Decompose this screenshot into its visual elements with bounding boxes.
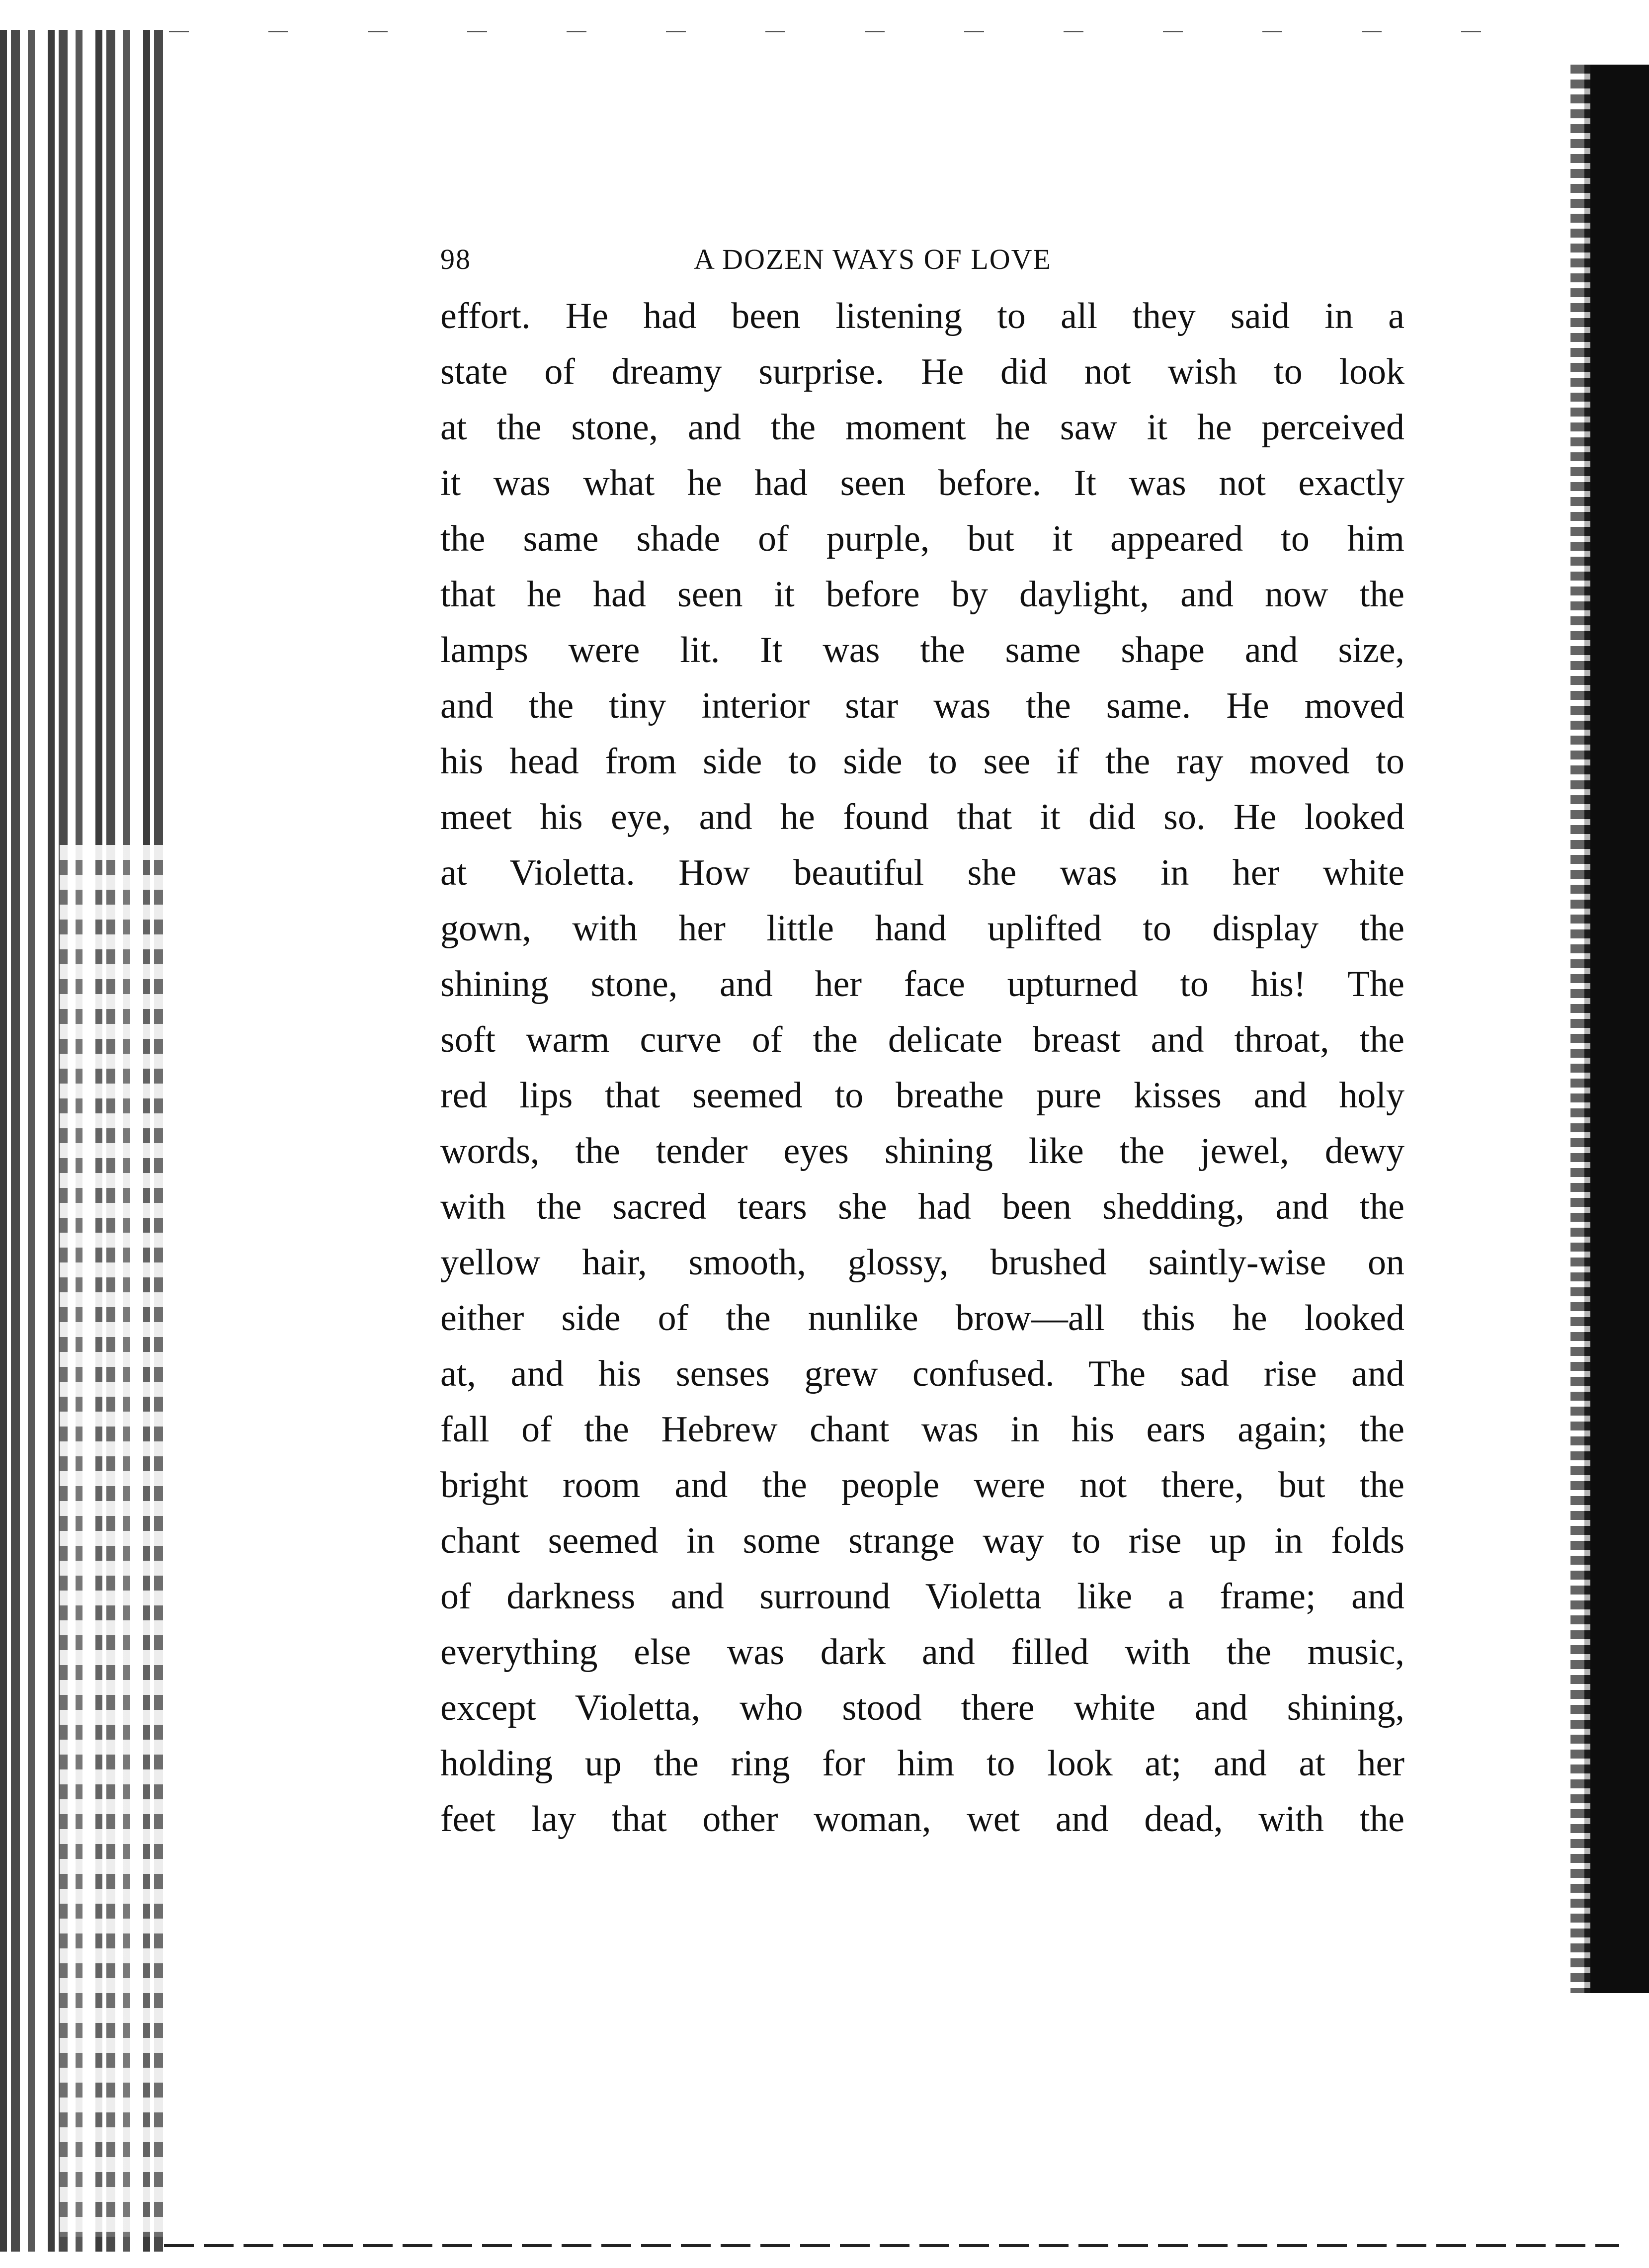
scanned-right-edge-ragged — [1570, 65, 1590, 1993]
running-head — [440, 234, 1404, 278]
text-line: and the tiny interior star was the same. He moved — [440, 685, 1404, 726]
text-line: red lips that seemed to breathe pure kisses and holy — [440, 1075, 1404, 1116]
text-line: feet lay that other woman, wet and dead, with the — [440, 1799, 1404, 1840]
text-line: except Violetta, who stood there white and shining, — [440, 1687, 1404, 1728]
scanned-bottom-edge — [164, 2244, 1619, 2247]
text-line: at Violetta. How beautiful she was in her white — [440, 852, 1404, 893]
text-line: at, and his senses grew confused. The sad rise and — [440, 1353, 1404, 1394]
text-line: holding up the ring for him to look at; and at her — [440, 1743, 1404, 1784]
text-line: yellow hair, smooth, glossy, brushed saintly-wise on — [440, 1242, 1404, 1283]
text-line: meet his eye, and he found that it did so. He looked — [440, 797, 1404, 838]
text-line: words, the tender eyes shining like the jewel, dewy — [440, 1131, 1404, 1172]
text-line: the same shade of purple, but it appeared to him — [440, 518, 1404, 559]
text-line: gown, with her little hand uplifted to display the — [440, 908, 1404, 949]
text-line: chant seemed in some strange way to rise up in folds — [440, 1520, 1404, 1561]
scanned-binding-shadow — [60, 845, 169, 2237]
body-text — [440, 288, 1404, 1847]
running-title: A DOZEN WAYS OF LOVE — [694, 243, 1052, 275]
text-line: at the stone, and the moment he saw it he perceived — [440, 407, 1404, 448]
text-line: with the sacred tears she had been shedding, and the — [440, 1186, 1404, 1227]
text-line: everything else was dark and filled with the music, — [440, 1632, 1404, 1673]
text-line: soft warm curve of the delicate breast and throat, the — [440, 1019, 1404, 1060]
text-line: of darkness and surround Violetta like a frame; and — [440, 1576, 1404, 1617]
text-line: his head from side to side to see if the ray moved to — [440, 741, 1404, 782]
text-line: lamps were lit. It was the same shape and size, — [440, 630, 1404, 671]
book-page — [440, 234, 1404, 1847]
text-line: that he had seen it before by daylight, and now the — [440, 574, 1404, 615]
scanned-top-edge — [169, 31, 1550, 32]
text-line: effort. He had been listening to all they said in a — [440, 296, 1404, 336]
scanned-right-edge — [1584, 65, 1649, 1993]
text-line: fall of the Hebrew chant was in his ears again; the — [440, 1409, 1404, 1450]
text-line: it was what he had seen before. It was not exactly — [440, 463, 1404, 504]
text-line: shining stone, and her face upturned to his! The — [440, 964, 1404, 1005]
text-line: bright room and the people were not there, but the — [440, 1465, 1404, 1506]
page-number: 98 — [440, 243, 471, 275]
text-line: either side of the nunlike brow—all this he looked — [440, 1298, 1404, 1339]
text-line: state of dreamy surprise. He did not wish to look — [440, 351, 1404, 392]
